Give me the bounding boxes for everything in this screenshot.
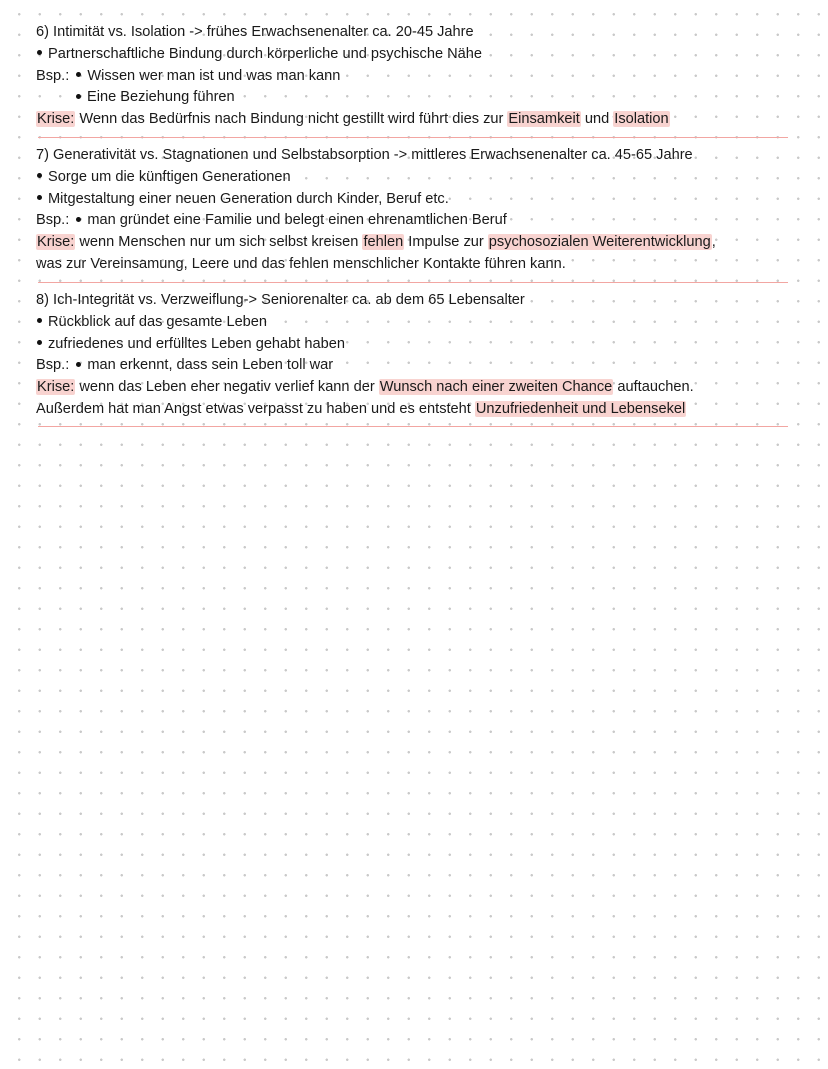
highlight: Unzufriedenheit und Lebensekel (475, 400, 686, 417)
section-7-bullet: Mitgestaltung einer neuen Generation durch Kinder, Beruf etc. (36, 189, 796, 211)
bullet-icon (37, 318, 42, 323)
section-8-title: 8) Ich-Integrität vs. Verzweiflung-> Seniorenalter ca. ab dem 65 Lebensalter (36, 292, 525, 308)
krise-label: Krise: (37, 379, 75, 396)
section-7-krise: Krise: wenn Menschen nur um sich selbst kreisen fehlen Impulse zur psychosozialen Weiterentwicklung, (37, 234, 716, 251)
section-divider (38, 426, 788, 427)
section-7-bullet: Sorge um die künftigen Generationen (36, 167, 796, 189)
bullet-icon (76, 217, 81, 222)
section-6-krise: Krise: Wenn das Bedürfnis nach Bindung nicht gestillt wird führt dies zur Einsamkeit und Isolation (37, 111, 669, 128)
bullet-icon (76, 72, 81, 77)
highlight: Wunsch nach einer zweiten Chance (379, 379, 613, 396)
section-7 (36, 145, 796, 276)
highlight: Einsamkeit (508, 111, 580, 128)
section-8-bullet: zufriedenes und erfülltes Leben gehabt haben (36, 334, 796, 356)
section-6-bsp-item: Eine Beziehung führen (36, 87, 796, 109)
bullet-icon (37, 195, 42, 200)
highlight: fehlen (363, 234, 404, 251)
section-6-title: 6) Intimität vs. Isolation -> frühes Erwachsenenalter ca. 20-45 Jahre (36, 24, 474, 40)
section-8-krise-cont: Außerdem hat man Angst etwas verpasst zu haben und es entsteht Unzufriedenheit und Lebensekel (36, 400, 686, 417)
highlight: psychosozialen Weiterentwicklung (488, 234, 711, 251)
section-6-bullet: Partnerschaftliche Bindung durch körperliche und psychische Nähe (36, 44, 796, 66)
section-6 (36, 22, 796, 131)
section-divider (38, 282, 788, 283)
highlight: Isolation (614, 111, 669, 128)
bullet-icon (76, 94, 81, 99)
bullet-icon (37, 340, 42, 345)
krise-label: Krise: (37, 111, 75, 128)
section-divider (38, 137, 788, 138)
section-8-krise: Krise: wenn das Leben eher negativ verlief kann der Wunsch nach einer zweiten Chance auftauchen. (37, 379, 694, 396)
section-8 (36, 290, 796, 421)
bullet-icon (76, 362, 81, 367)
section-7-krise-cont: was zur Vereinsamung, Leere und das fehlen menschlicher Kontakte führen kann. (36, 255, 566, 272)
bullet-icon (37, 50, 42, 55)
section-6-bsp: Bsp.: Wissen wer man ist und was man kann (36, 67, 341, 84)
section-8-bullet: Rückblick auf das gesamte Leben (36, 312, 796, 334)
section-7-title: 7) Generativität vs. Stagnationen und Selbstabsorption -> mittleres Erwachsenenalter ca. 45-65 Jahre (36, 147, 693, 163)
section-7-bsp: Bsp.: man gründet eine Familie und belegt einen ehrenamtlichen Beruf (36, 212, 507, 229)
krise-label: Krise: (37, 234, 75, 251)
bullet-icon (37, 173, 42, 178)
section-8-bsp: Bsp.: man erkennt, dass sein Leben toll war (36, 357, 334, 374)
